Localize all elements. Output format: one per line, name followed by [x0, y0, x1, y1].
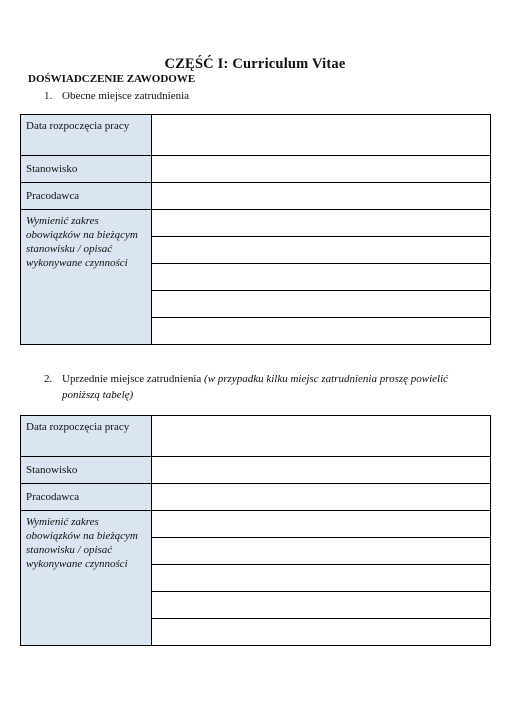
- employer-label: Pracodawca: [21, 484, 152, 511]
- current-employment-table: [20, 114, 491, 345]
- duties-field-1[interactable]: [152, 210, 491, 237]
- employer-label: Pracodawca: [21, 183, 152, 210]
- employer-field[interactable]: [152, 484, 491, 511]
- item-text-wrapper: [62, 371, 482, 403]
- position-label: Stanowisko: [21, 457, 152, 484]
- duties-label: Wymienić zakres obowiązków na bieżącym stanowisku / opisać wykonywane czynności: [21, 511, 152, 646]
- duties-field-1[interactable]: [152, 511, 491, 538]
- duties-field-5[interactable]: [152, 619, 491, 646]
- item-text: Obecne miejsce zatrudnienia: [62, 90, 190, 102]
- position-field[interactable]: [152, 156, 491, 183]
- position-field[interactable]: [152, 457, 491, 484]
- duties-field-3[interactable]: [152, 565, 491, 592]
- item-number: 1.: [44, 90, 53, 102]
- duties-label: Wymienić zakres obowiązków na bieżącym stanowisku / opisać wykonywane czynności: [21, 210, 152, 345]
- list-item-previous-employment: [44, 371, 484, 405]
- document-title: CZĘŚĆ I: Curriculum Vitae: [164, 56, 346, 72]
- employer-field[interactable]: [152, 183, 491, 210]
- start-date-label: Data rozpoczęcia pracy: [21, 416, 152, 457]
- previous-employment-table: [20, 415, 491, 646]
- start-date-label: Data rozpoczęcia pracy: [21, 115, 152, 156]
- position-label: Stanowisko: [21, 156, 152, 183]
- duties-field-2[interactable]: [152, 237, 491, 264]
- start-date-field[interactable]: [152, 115, 491, 156]
- duties-field-3[interactable]: [152, 264, 491, 291]
- duties-field-4[interactable]: [152, 291, 491, 318]
- start-date-field[interactable]: [152, 416, 491, 457]
- item-text: Uprzednie miejsce zatrudnienia: [62, 373, 202, 385]
- duties-field-5[interactable]: [152, 318, 491, 345]
- duties-field-4[interactable]: [152, 592, 491, 619]
- item-note: (w przypadku kilku miejsc zatrudnienia proszę powielić poniższą tabelę): [62, 373, 449, 401]
- duties-field-2[interactable]: [152, 538, 491, 565]
- item-number: 2.: [44, 373, 53, 385]
- list-item-current-employment: [44, 88, 464, 104]
- section-heading: DOŚWIADCZENIE ZAWODOWE: [28, 73, 196, 85]
